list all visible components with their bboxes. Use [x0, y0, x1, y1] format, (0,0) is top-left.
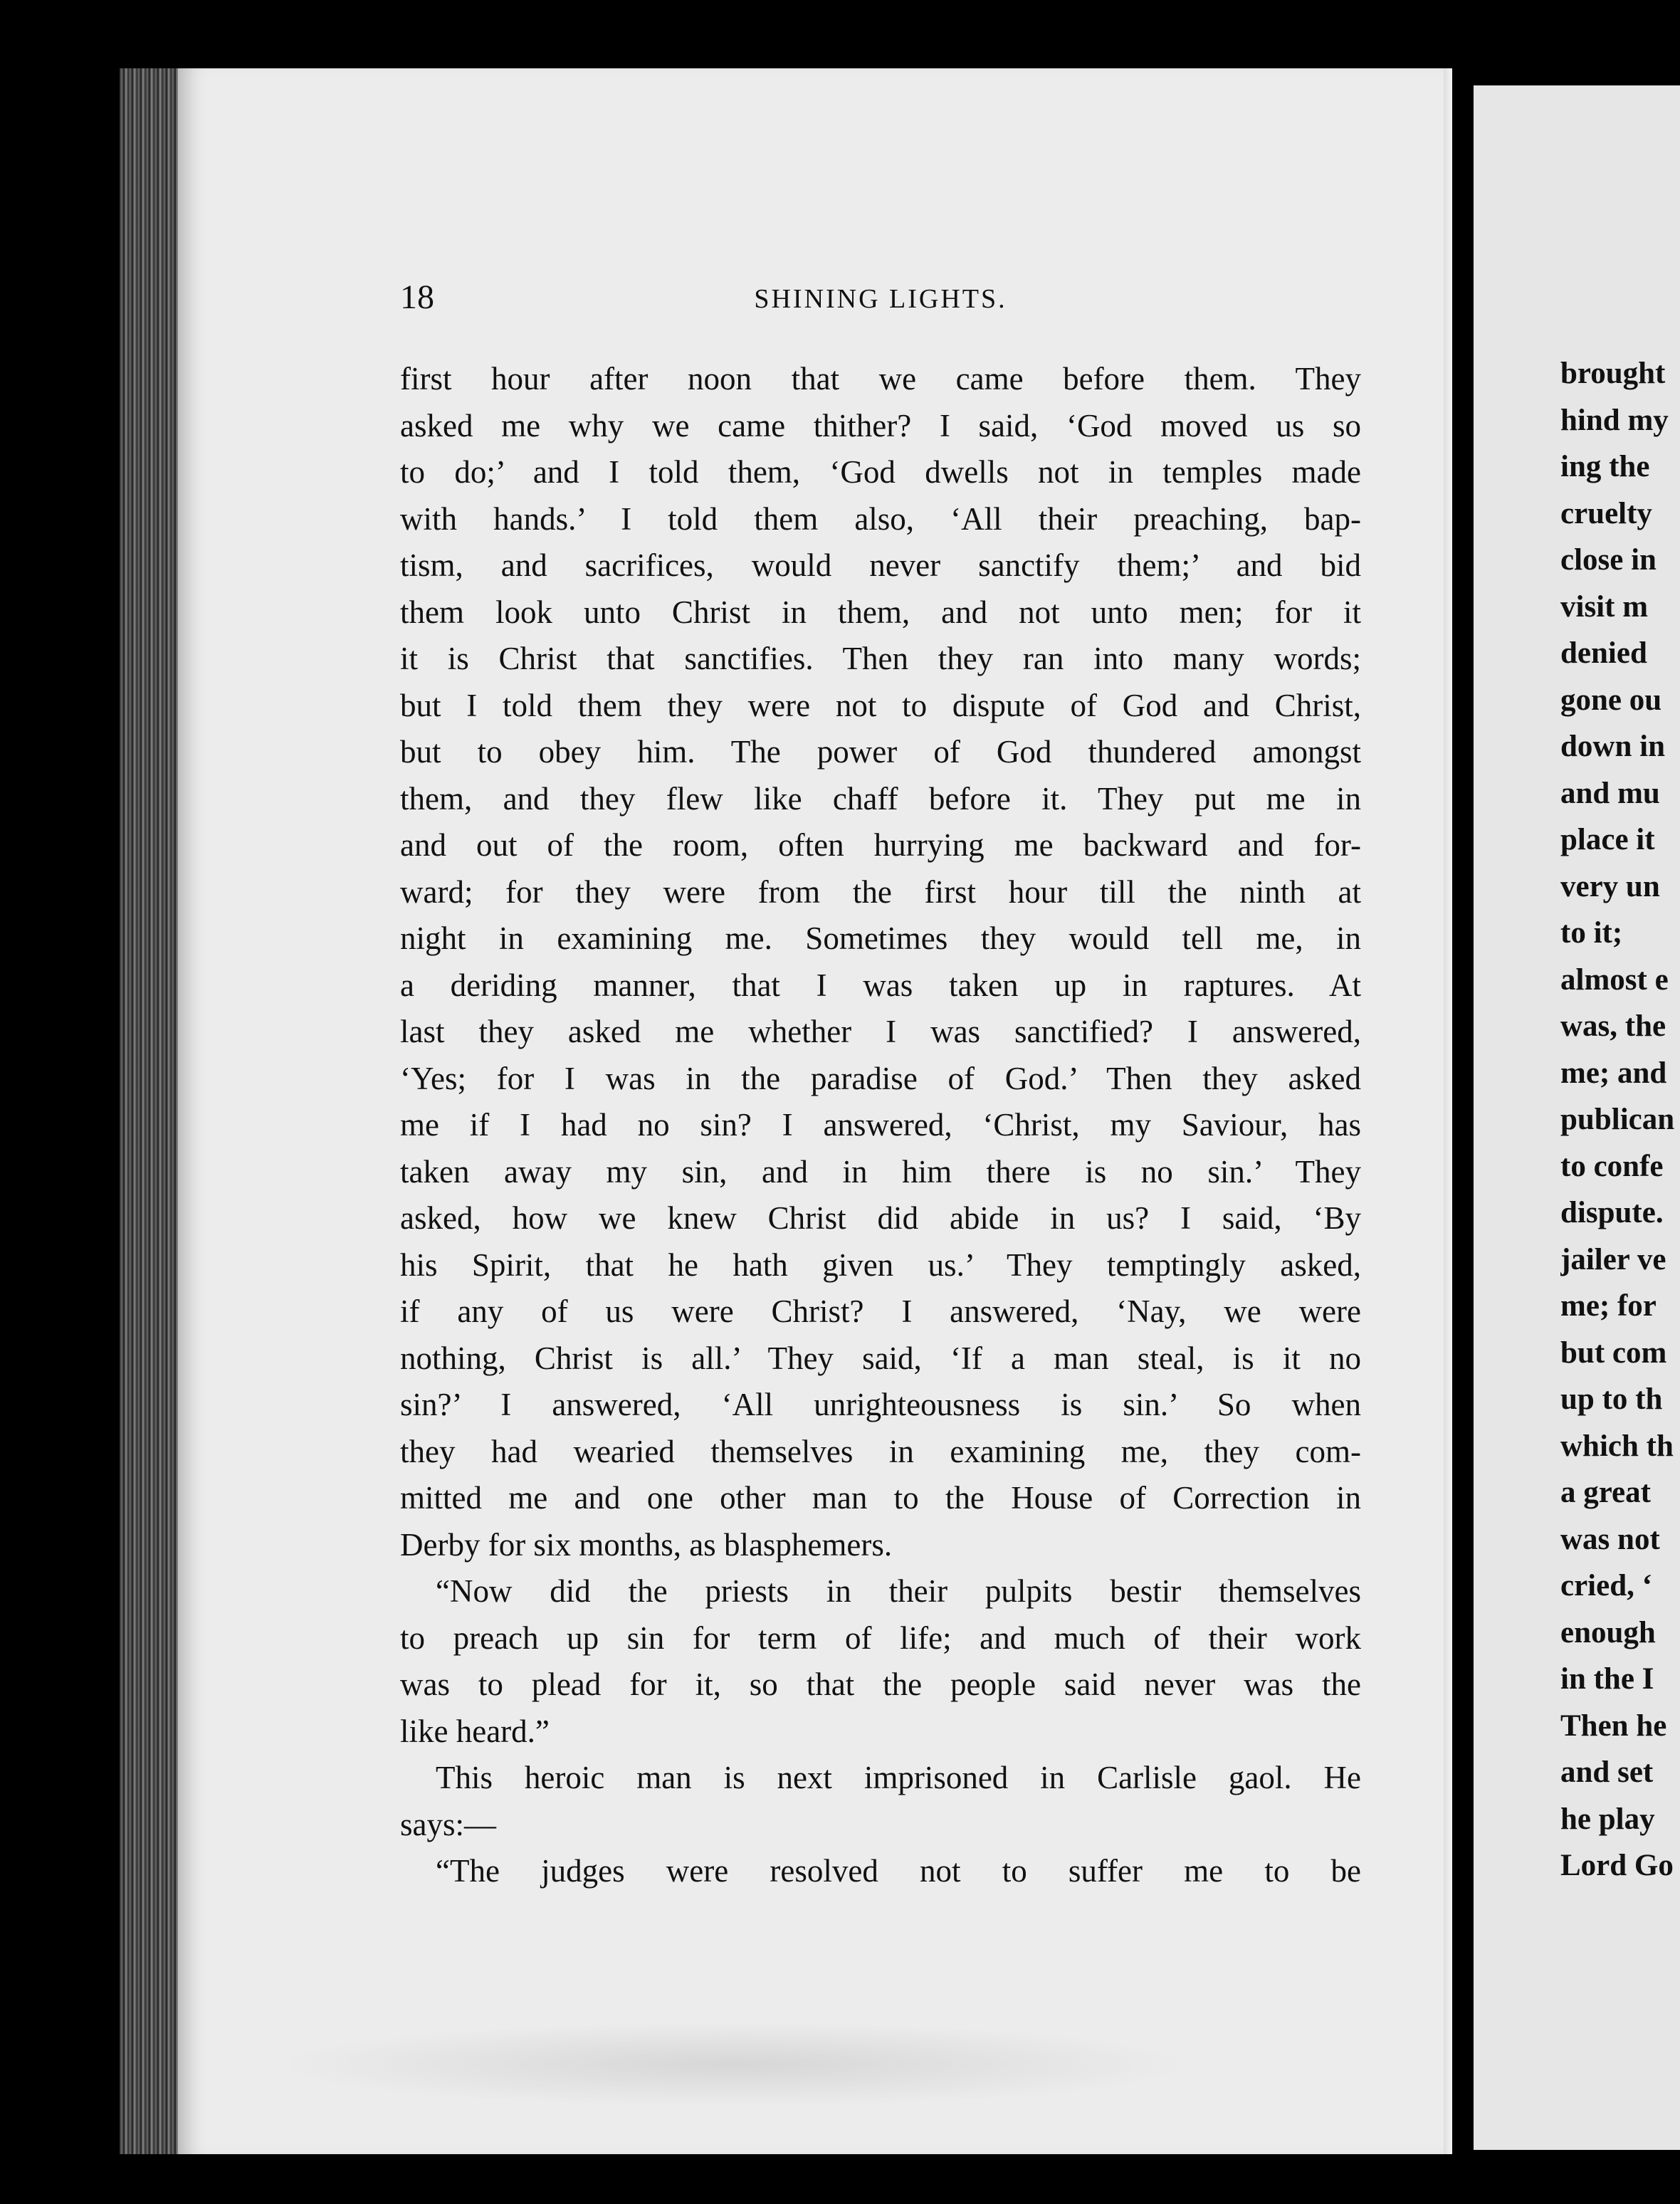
fragment-line: me; for [1560, 1289, 1657, 1323]
fragment-line: to confe [1560, 1149, 1664, 1183]
fragment-line: enough [1560, 1615, 1656, 1649]
text-line: a deriding manner, that I was taken up in raptures. At [400, 967, 1361, 1003]
text-line: but to obey him. The power of God thundered amongst [400, 734, 1361, 770]
text-line: asked me why we came thither? I said, ‘God moved us so [400, 407, 1361, 444]
text-line: me if I had no sin? I answered, ‘Christ, my Saviour, has [400, 1107, 1361, 1143]
fragment-line: dispute. [1560, 1196, 1664, 1229]
text-line: Derby for six months, as blasphemers. [400, 1526, 893, 1563]
body-text [400, 356, 1361, 1895]
page-number: 18 [400, 278, 434, 316]
fragment-line: me; and [1560, 1056, 1667, 1090]
text-line: they had wearied themselves in examining me, they com- [400, 1433, 1361, 1469]
text-line: “Now did the priests in their pulpits bestir themselves [436, 1573, 1361, 1609]
text-line: was to plead for it, so that the people said never was the [400, 1667, 1361, 1702]
text-line: nothing, Christ is all.’ They said, ‘If a man steal, is it no [400, 1340, 1361, 1376]
text-line: with hands.’ I told them also, ‘All their preaching, bap- [400, 500, 1361, 537]
fragment-line: to it; [1560, 916, 1623, 950]
text-line: to do;’ and I told them, ‘God dwells not in temples made [400, 454, 1361, 490]
fragment-line: almost e [1560, 962, 1669, 997]
text-line: last they asked me whether I was sanctified? I answered, [400, 1014, 1361, 1049]
running-title: SHINING LIGHTS. [754, 284, 1007, 314]
fragment-line: visit m [1560, 589, 1649, 624]
fragment-line: publican [1560, 1103, 1675, 1136]
fragment-line: gone ou [1560, 683, 1662, 717]
fragment-line: cried, ‘ [1560, 1569, 1652, 1602]
book-spine-edge [120, 68, 182, 2154]
fragment-line: was not [1560, 1522, 1660, 1556]
fragment-line: jailer ve [1560, 1242, 1666, 1276]
page-header [400, 278, 1361, 320]
text-line: night in examining me. Sometimes they would tell me, in [400, 920, 1361, 956]
text-line: mitted me and one other man to the House of Correction in [400, 1480, 1361, 1516]
fragment-line: denied [1560, 636, 1647, 670]
fragment-line: Then he [1560, 1709, 1667, 1743]
text-line: ward; for they were from the first hour till the ninth at [400, 873, 1361, 910]
fragment-line: but com [1560, 1335, 1667, 1370]
text-line: them look unto Christ in them, and not unto men; for it [400, 594, 1361, 630]
fragment-line: ing the [1560, 450, 1650, 483]
fragment-line: place it [1560, 823, 1655, 856]
fragment-line: in the I [1560, 1662, 1654, 1696]
fragment-line: brought [1560, 357, 1666, 390]
text-line: says:— [400, 1806, 496, 1842]
right-page-text [1560, 350, 1680, 1889]
fragment-line: he play [1560, 1802, 1655, 1836]
fragment-line: a great [1560, 1476, 1651, 1509]
text-line: “The judges were resolved not to suffer me to be [436, 1853, 1361, 1889]
fragment-line: close in [1560, 543, 1657, 577]
text-line: tism, and sacrifices, would never sanctify them;’ and bid [400, 547, 1361, 583]
text-line: sin?’ I answered, ‘All unrighteousness is sin.’ So when [400, 1387, 1361, 1422]
text-line: taken away my sin, and in him there is no sin.’ They [400, 1153, 1361, 1190]
page-stain [271, 2022, 1196, 2107]
fragment-line: down in [1560, 730, 1665, 763]
text-line: if any of us were Christ? I answered, ‘Nay, we were [400, 1293, 1361, 1329]
text-line: ‘Yes; for I was in the paradise of God.’ Then they asked [400, 1060, 1361, 1096]
text-line: to preach up sin for term of life; and much of their work [400, 1620, 1361, 1656]
fragment-line: and set [1560, 1756, 1654, 1789]
fragment-line: up to th [1560, 1382, 1663, 1416]
fragment-line: Lord Go [1560, 1849, 1674, 1882]
text-line: his Spirit, that he hath given us.’ They temptingly asked, [400, 1247, 1361, 1283]
text-line: and out of the room, often hurrying me backward and for- [400, 827, 1361, 863]
fragment-line: and mu [1560, 776, 1660, 810]
text-line: it is Christ that sanctifies. Then they ran into many words; [400, 641, 1361, 676]
text-line: This heroic man is next imprisoned in Carlisle gaol. He [436, 1760, 1361, 1795]
text-line: but I told them they were not to dispute of God and Christ, [400, 687, 1361, 723]
text-line: them, and they flew like chaff before it. They put me in [400, 780, 1361, 817]
fragment-line: was, the [1560, 1009, 1666, 1043]
text-line: like heard.” [400, 1713, 550, 1749]
fragment-line: which th [1560, 1429, 1674, 1463]
fragment-line: very un [1560, 869, 1660, 903]
text-line: first hour after noon that we came before them. They [400, 361, 1361, 397]
fragment-line: cruelty [1560, 496, 1652, 530]
fragment-line: hind my [1560, 403, 1669, 437]
text-line: asked, how we knew Christ did abide in us? I said, ‘By [400, 1200, 1361, 1236]
